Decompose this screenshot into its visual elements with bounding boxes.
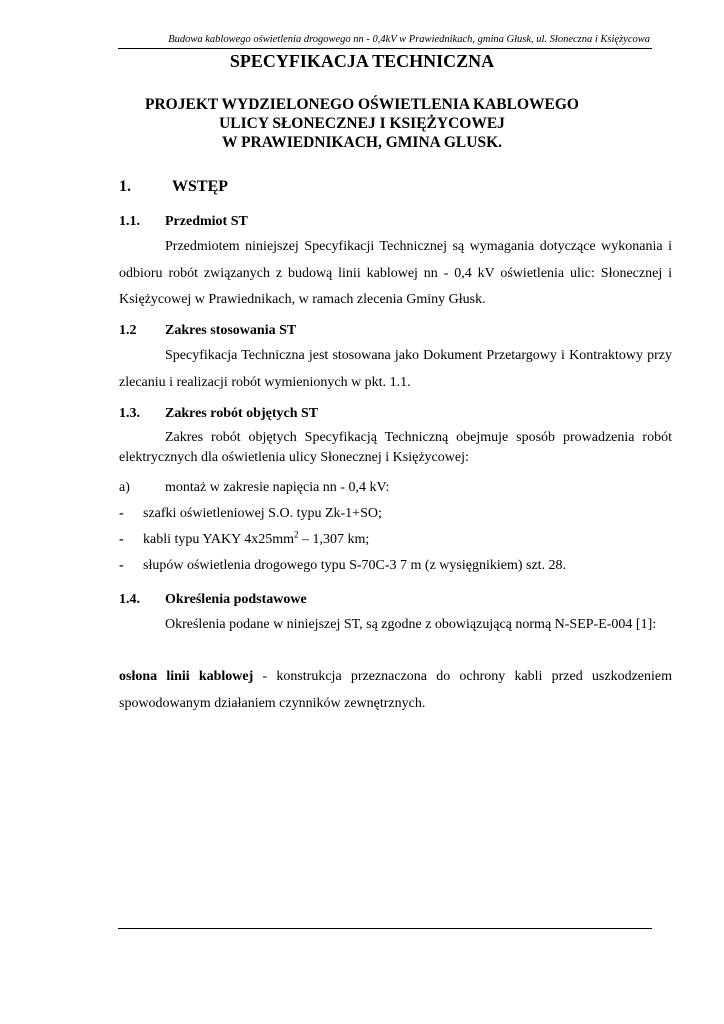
list-bullet: - <box>119 558 124 573</box>
paragraph-definitions: Określenia podane w niniejszej ST, są zgodne z obowiązującą normą N-SEP-E-004 [1]: <box>165 617 657 632</box>
subsection-number: 1.3. <box>119 406 140 421</box>
subsection-number: 1.2 <box>119 323 137 338</box>
subsection-title: Określenia podstawowe <box>165 592 307 607</box>
document-title: SPECYFIKACJA TECHNICZNA <box>229 51 495 71</box>
superscript: 2 <box>294 529 299 540</box>
section-number: 1. <box>119 178 131 195</box>
list-item-text: montaż w zakresie napięcia nn - 0,4 kV: <box>165 480 390 495</box>
subsection-title: Zakres stosowania ST <box>165 323 297 338</box>
subsection-number: 1.4. <box>119 592 140 607</box>
list-item-text: słupów oświetlenia drogowego typu S-70C-3 7 m (z wysięgnikiem) szt. 28. <box>143 558 567 573</box>
cable-type-text: kabli typu YAKY 4x25mm <box>143 532 295 547</box>
project-title <box>0 95 724 152</box>
project-title-line-2: ULICY SŁONECZNEJ I KSIĘŻYCOWEJ <box>219 115 505 132</box>
subsection-title: Zakres robót objętych ST <box>165 406 319 421</box>
section-title: WSTĘP <box>172 178 229 195</box>
subsection-number: 1.1. <box>119 214 140 229</box>
definition-cable-cover <box>119 664 672 717</box>
list-item-text <box>143 529 370 548</box>
list-bullet: - <box>119 506 124 521</box>
project-title-line-3: W PRAWIEDNIKACH, GMINA GLUSK. <box>221 134 503 151</box>
definition-text: - konstrukcja przeznaczona do ochrony kabli przed uszkodzeniem spowodowanym działaniem czynników zewnętrznych. <box>119 669 672 711</box>
cable-length-text: – 1,307 km; <box>298 532 370 547</box>
list-item-text: szafki oświetleniowej S.O. typu Zk-1+SO; <box>143 506 382 521</box>
paragraph-subject: Przedmiotem niniejszej Specyfikacji Technicznej są wymagania dotyczące wykonania i odbioru robót związanych z budową linii kablowej nn - 0,4 kV oświetlenia ulic: Słonecznej i Księżycowej w Prawiednikach, w ramach zlecenia Gminy Głusk. <box>119 239 672 307</box>
footer-divider <box>118 928 652 929</box>
paragraph-scope-of-works: Zakres robót objętych Specyfikacją Techniczną obejmuje sposób prowadzenia robót elektrycznych dla oświetlenia ulicy Słonecznej i Księżycowej: <box>119 430 672 465</box>
list-marker: a) <box>119 480 130 495</box>
list-bullet: - <box>119 532 124 547</box>
subsection-title: Przedmiot ST <box>165 214 248 229</box>
project-title-line-1: PROJEKT WYDZIELONEGO OŚWIETLENIA KABLOWEGO <box>145 96 579 113</box>
paragraph-scope-of-use: Specyfikacja Techniczna jest stosowana jako Dokument Przetargowy i Kontraktowy przy zlecaniu i realizacji robót wymienionych w pkt. 1.1. <box>119 348 672 390</box>
running-header: Budowa kablowego oświetlenia drogowego nn - 0,4kV w Prawiednikach, gmina Głusk, ul. Słoneczna i Księżycowa <box>168 34 650 45</box>
definition-term: osłona linii kablowej <box>119 669 254 684</box>
header-divider <box>118 48 652 49</box>
